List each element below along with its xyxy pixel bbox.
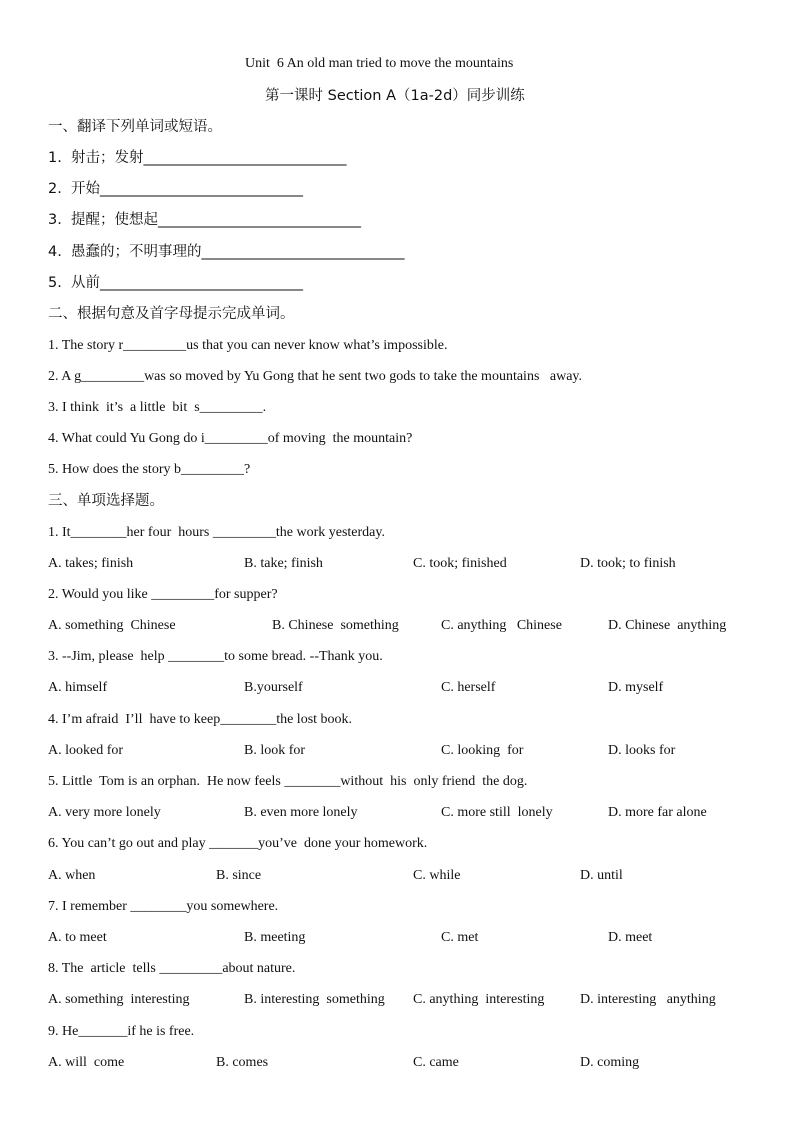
option-b: B. interesting something: [244, 992, 385, 1007]
option-a: A. to meet: [48, 930, 107, 945]
option-a: A. looked for: [48, 743, 124, 758]
option-c: C. more still lonely: [441, 805, 553, 820]
option-d: D. coming: [580, 1055, 640, 1070]
question-stem: 2. Would you like _________for supper?: [48, 587, 278, 602]
option-b: B. even more lonely: [244, 805, 358, 820]
section2-heading: 二、根据句意及首字母提示完成单词。: [48, 306, 295, 322]
section1-item: 2. 开始____________________________: [48, 181, 304, 197]
section1-item: 3. 提醒；使想起____________________________: [48, 212, 362, 228]
section1-heading: 一、翻译下列单词或短语。: [48, 119, 222, 135]
option-c: C. met: [441, 930, 479, 945]
question-stem: 3. --Jim, please help ________to some bread. --Thank you.: [48, 649, 383, 664]
section2-item: 2. A g_________was so moved by Yu Gong that he sent two gods to take the mountains away.: [48, 369, 583, 384]
option-d: D. took; to finish: [580, 556, 676, 571]
option-c: C. anything interesting: [413, 992, 545, 1007]
question-stem: 6. You can’t go out and play _______you’ve done your homework.: [48, 836, 428, 851]
option-a: A. something interesting: [48, 992, 190, 1007]
option-d: D. interesting anything: [580, 992, 716, 1007]
option-c: C. took; finished: [413, 556, 507, 571]
option-b: B. meeting: [244, 930, 306, 945]
option-d: D. Chinese anything: [608, 618, 727, 633]
option-b: B. since: [216, 868, 262, 883]
option-a: A. takes; finish: [48, 556, 134, 571]
worksheet-title: Unit 6 An old man tried to move the mountains: [245, 56, 514, 71]
option-b: B.yourself: [244, 680, 303, 695]
option-c: C. anything Chinese: [441, 618, 562, 633]
question-stem: 4. I’m afraid I’ll have to keep________the lost book.: [48, 712, 353, 727]
option-a: A. himself: [48, 680, 108, 695]
option-d: D. looks for: [608, 743, 676, 758]
option-c: C. looking for: [441, 743, 524, 758]
option-d: D. more far alone: [608, 805, 707, 820]
question-stem: 9. He_______if he is free.: [48, 1024, 195, 1039]
option-d: D. until: [580, 868, 623, 883]
option-c: C. herself: [441, 680, 496, 695]
question-stem: 1. It________her four hours _________the work yesterday.: [48, 525, 385, 540]
option-a: A. when: [48, 868, 96, 883]
question-stem: 8. The article tells _________about nature.: [48, 961, 296, 976]
section1-item: 1. 射击；发射____________________________: [48, 150, 347, 166]
option-a: A. will come: [48, 1055, 125, 1070]
option-b: B. Chinese something: [272, 618, 399, 633]
option-d: D. myself: [608, 680, 664, 695]
option-d: D. meet: [608, 930, 653, 945]
option-a: A. something Chinese: [48, 618, 176, 633]
option-c: C. came: [413, 1055, 459, 1070]
section1-item: 4. 愚蠢的；不明事理的____________________________: [48, 244, 405, 260]
option-a: A. very more lonely: [48, 805, 161, 820]
question-stem: 7. I remember ________you somewhere.: [48, 899, 279, 914]
section2-item: 4. What could Yu Gong do i_________of moving the mountain?: [48, 431, 413, 446]
option-b: B. take; finish: [244, 556, 323, 571]
section2-item: 5. How does the story b_________?: [48, 462, 251, 477]
option-c: C. while: [413, 868, 461, 883]
section3-heading: 三、单项选择题。: [48, 493, 164, 509]
worksheet-subtitle: 第一课时 Section A（1a-2d）同步训练: [265, 88, 525, 104]
section1-item: 5. 从前____________________________: [48, 275, 304, 291]
option-b: B. comes: [216, 1055, 269, 1070]
section2-item: 3. I think it’s a little bit s_________.: [48, 400, 267, 415]
section2-item: 1. The story r_________us that you can never know what’s impossible.: [48, 338, 448, 353]
option-b: B. look for: [244, 743, 306, 758]
question-stem: 5. Little Tom is an orphan. He now feels ________without his only friend the dog.: [48, 774, 528, 789]
